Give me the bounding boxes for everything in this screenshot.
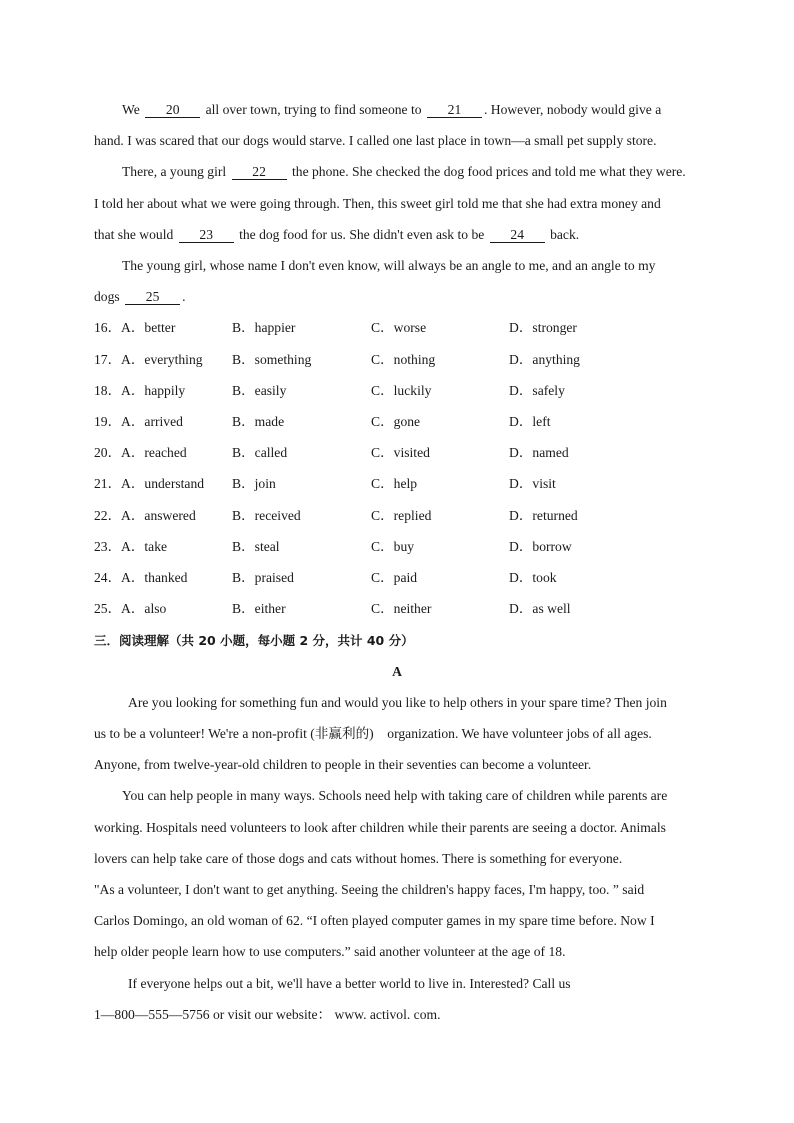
question-number: 18． [94,383,122,398]
option-b[interactable]: B．something [232,352,312,367]
cloze-line [122,163,710,181]
option-b[interactable]: B．steal [232,539,280,554]
passage-line: lovers can help take care of those dogs and cats without homes. There is something for everyone. [94,851,623,866]
passage-line: Carlos Domingo, an old woman of 62. “I often played computer games in my spare time before. Now I [94,913,655,928]
option-a[interactable]: A．everything [121,352,203,367]
option-c[interactable]: C．paid [371,570,418,585]
cloze-text: the phone. She checked the dog food prices and told me what they were. [288,164,686,179]
option-c[interactable]: C．help [371,476,418,491]
cloze-text: . [182,289,186,304]
option-a[interactable]: A．happily [121,383,186,398]
option-b[interactable]: B．happier [232,320,296,335]
question-24-options [94,569,694,587]
cloze-text: that she would [94,227,177,242]
question-23-options [94,538,694,556]
option-a[interactable]: A．reached [121,445,187,460]
cloze-text: back. [546,227,580,242]
cloze-line [94,226,710,244]
option-c[interactable]: C．gone [371,414,421,429]
passage-line: "As a volunteer, I don't want to get anything. Seeing the children's happy faces, I'm happy, too. ” said [94,882,645,897]
question-number: 24． [94,570,122,585]
passage-line: working. Hospitals need volunteers to look after children while their parents are seeing a doctor. Animals [94,820,666,835]
option-d[interactable]: D．left [509,414,551,429]
option-a[interactable]: A．thanked [121,570,188,585]
passage-line: 1—800—555—5756 or visit our website： www. activol. com. [94,1007,441,1022]
question-18-options [94,382,694,400]
question-number: 17． [94,352,122,367]
blank-23: 23 [179,227,234,243]
cloze-text: There, a young girl [122,164,230,179]
question-21-options [94,475,694,493]
option-b[interactable]: B．received [232,508,301,523]
option-b[interactable]: B．easily [232,383,287,398]
cloze-line: The young girl, whose name I don't even know, will always be an angle to me, and an angle to my [122,258,656,273]
blank-20: 20 [145,102,200,118]
cloze-text: . However, nobody would give a [483,102,662,117]
passage-line: Anyone, from twelve-year-old children to people in their seventies can become a volunteer. [94,757,592,772]
question-number: 21． [94,476,122,491]
option-b[interactable]: B．praised [232,570,294,585]
question-16-options [94,319,694,337]
option-b[interactable]: B．either [232,601,286,616]
option-d[interactable]: D．anything [509,352,580,367]
option-c[interactable]: C．nothing [371,352,436,367]
blank-21: 21 [427,102,482,118]
option-c[interactable]: C．visited [371,445,430,460]
passage-line: If everyone helps out a bit, we'll have a better world to live in. Interested? Call us [128,976,571,991]
option-d[interactable]: D．borrow [509,539,572,554]
option-d[interactable]: D．returned [509,508,578,523]
blank-24: 24 [490,227,545,243]
passage-line: Are you looking for something fun and would you like to help others in your spare time? Then join [128,695,667,710]
question-number: 25． [94,601,122,616]
option-b[interactable]: B．called [232,445,288,460]
cloze-line [94,288,710,306]
passage-line: us to be a volunteer! We're a non-profit (非赢利的) organization. We have volunteer jobs of all ages. [94,726,652,741]
question-number: 16． [94,320,122,335]
option-a[interactable]: A．arrived [121,414,183,429]
option-b[interactable]: B．made [232,414,285,429]
option-a[interactable]: A．understand [121,476,205,491]
option-c[interactable]: C．replied [371,508,432,523]
option-d[interactable]: D．safely [509,383,565,398]
question-20-options [94,444,694,462]
option-d[interactable]: D．took [509,570,557,585]
passage-label: A [392,664,402,679]
option-d[interactable]: D．as well [509,601,571,616]
option-c[interactable]: C．luckily [371,383,432,398]
option-a[interactable]: A．answered [121,508,196,523]
option-c[interactable]: C．worse [371,320,427,335]
question-number: 23． [94,539,122,554]
passage-line: help older people learn how to use computers.” said another volunteer at the age of 18. [94,944,566,959]
option-b[interactable]: B．join [232,476,276,491]
option-c[interactable]: C．buy [371,539,415,554]
option-d[interactable]: D．named [509,445,569,460]
cloze-line: I told her about what we were going through. Then, this sweet girl told me that she had extra money and [94,196,661,211]
blank-22: 22 [232,164,287,180]
section-heading: 三．阅读理解（共 20 小题，每小题 2 分，共计 40 分） [94,633,414,648]
cloze-line [122,101,710,119]
question-25-options [94,600,694,618]
question-22-options [94,507,694,525]
question-17-options [94,351,694,369]
option-a[interactable]: A．also [121,601,167,616]
option-d[interactable]: D．visit [509,476,556,491]
cloze-text: We [122,102,144,117]
cloze-text: all over town, trying to find someone to [202,102,425,117]
question-number: 22． [94,508,122,523]
option-a[interactable]: A．better [121,320,176,335]
cloze-text: the dog food for us. She didn't even ask to be [235,227,488,242]
question-number: 20． [94,445,122,460]
question-number: 19． [94,414,122,429]
option-a[interactable]: A．take [121,539,168,554]
cloze-line: hand. I was scared that our dogs would starve. I called one last place in town—a small pet supply store. [94,133,657,148]
question-19-options [94,413,694,431]
option-c[interactable]: C．neither [371,601,432,616]
cloze-text: dogs [94,289,124,304]
blank-25: 25 [125,289,180,305]
option-d[interactable]: D．stronger [509,320,577,335]
passage-line: You can help people in many ways. Schools need help with taking care of children while parents are [122,788,668,803]
